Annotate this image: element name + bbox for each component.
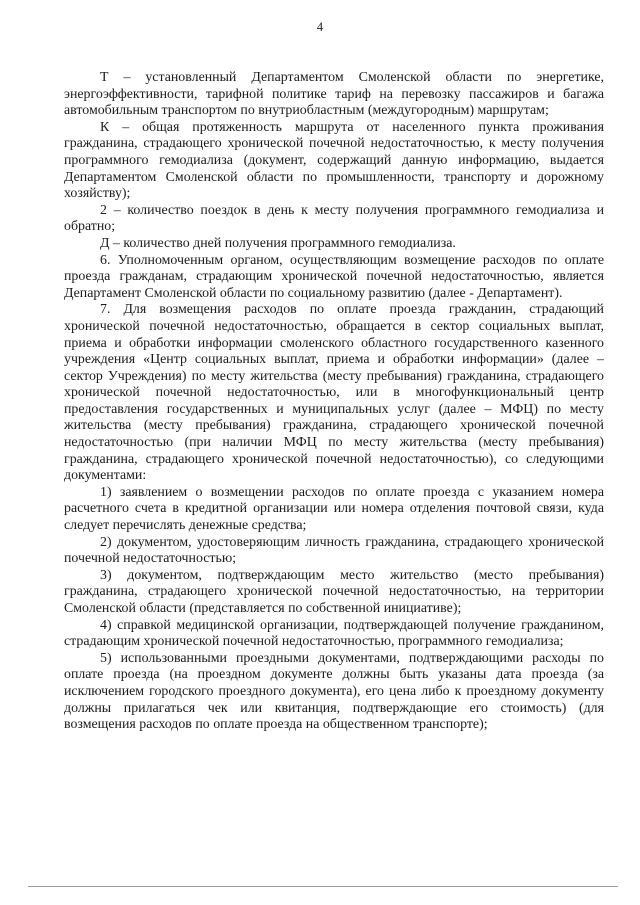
list-item-1: 1) заявлением о возмещении расходов по оплате проезда с указанием номера расчетного счета в кредитной организации или номера отделения почтовой связи, куда следует перечислять денежные средства; [64,484,604,534]
list-item-5: 5) использованными проездными документами, подтверждающими расходы по оплате проезда (на проездном документе должны быть указаны дата проезда (за исключением городского проездного документа), его цена либо к проездному документу должны прилагаться чек или квитанция, подтверждающие его стоимость) (для возмещения расходов по оплате проезда на общественном транспорте); [64,650,604,733]
paragraph-item-7: 7. Для возмещения расходов по оплате проезда гражданин, страдающий хронической почечной недостаточностью, обращается в сектор социальных выплат, приема и обработки информации смоленского областного государственного казенного учреждения «Центр социальных выплат, приема и обработки информации» (далее – сектор Учреждения) по месту жительства (месту пребывания) гражданина, страдающего хронической почечной недостаточностью, или в многофункциональный центр предоставления государственных и муниципальных услуг (далее – МФЦ) по месту жительства (месту пребывания) гражданина, страдающего хронической почечной недостаточностью (при наличии МФЦ по месту жительства (месту пребывания) гражданина, страдающего хронической почечной недостаточностью), со следующими документами: [64,302,604,484]
paragraph-tariff-definition: Т – установленный Департаментом Смоленской области по энергетике, энергоэффективности, тарифной политике тариф на перевозку пассажиров и багажа автомобильным транспортом по внутриобластным (междугородным) маршрутам; [64,70,604,119]
paragraph-route-length-definition: К – общая протяженность маршрута от населенного пункта проживания гражданина, страдающего хронической почечной недостаточностью, к месту получения программного гемодиализа (документ, содержащий данную информацию, выдается Департаментом Смоленской области по промышленности, транспорту и дорожному хозяйству); [64,119,604,202]
paragraph-trips-per-day: 2 – количество поездок в день к месту получения программного гемодиализа и обратно; [64,202,604,235]
list-item-2: 2) документом, удостоверяющим личность гражданина, страдающего хронической почечной недостаточностью; [64,534,604,567]
bottom-divider [28,886,618,887]
document-body [64,70,604,734]
list-item-4: 4) справкой медицинской организации, подтверждающей получение гражданином, страдающим хронической почечной недостаточностью, программного гемодиализа; [64,617,604,650]
page-number: 4 [316,20,324,34]
paragraph-item-6: 6. Уполномоченным органом, осуществляющим возмещение расходов по оплате проезда гражданам, страдающим хронической почечной недостаточностью, является Департамент Смоленской области по социальному развитию (далее - Департамент). [64,252,604,301]
paragraph-days-count: Д – количество дней получения программного гемодиализа. [100,235,456,251]
list-item-3: 3) документом, подтверждающим место жительство (место пребывания) гражданина, страдающего хронической почечной недостаточностью, на территории Смоленской области (представляется по собственной инициативе); [64,567,604,616]
